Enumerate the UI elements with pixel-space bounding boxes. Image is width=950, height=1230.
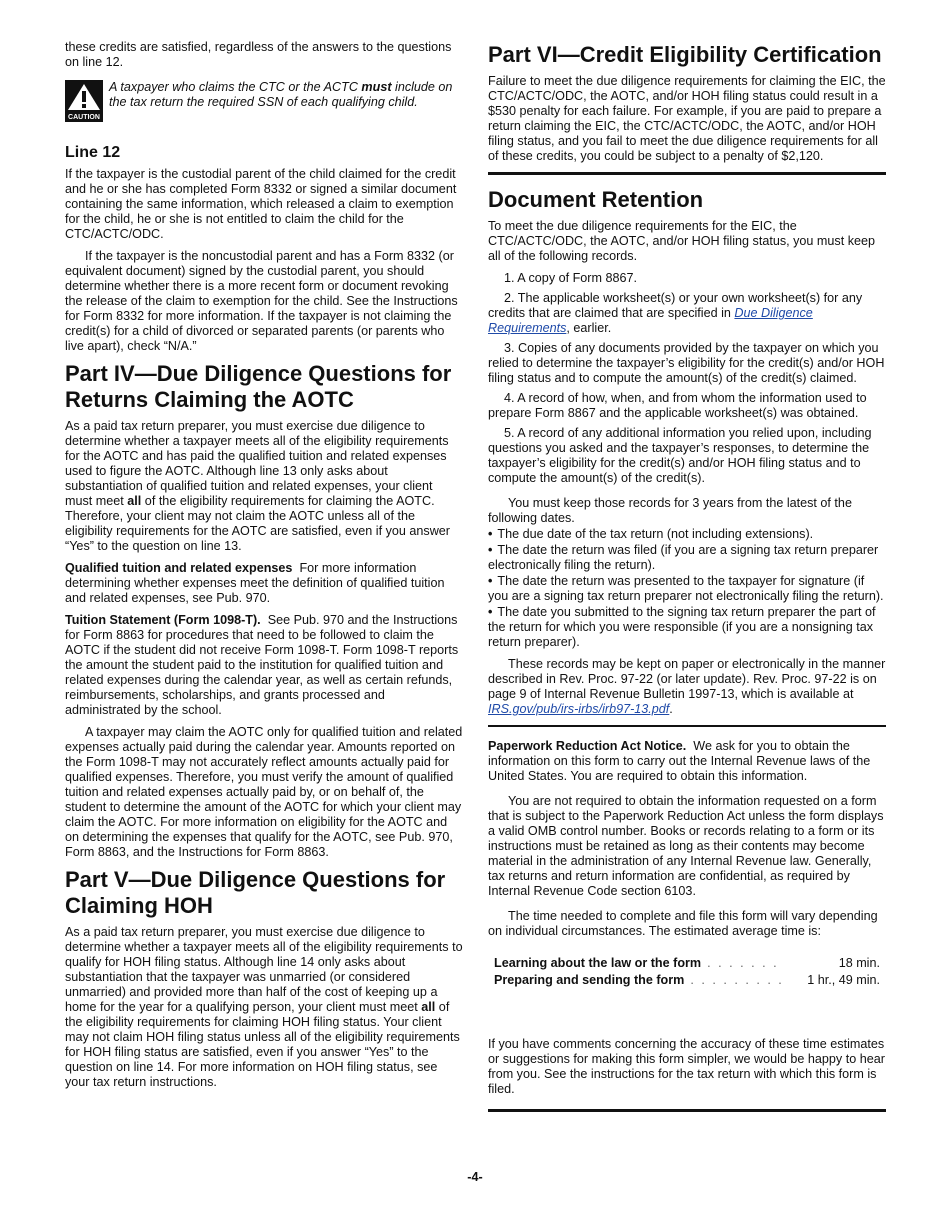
- page-number: -4-: [467, 1170, 483, 1184]
- line12-heading: Line 12: [65, 144, 121, 161]
- time-value: 1 hr., 49 min.: [807, 973, 880, 987]
- section-divider: [488, 172, 886, 175]
- due-diligence-link[interactable]: Due Diligence Requirements: [488, 306, 813, 335]
- end-divider: [488, 1109, 886, 1112]
- part4-paragraph: As a paid tax return preparer, you must exercise due diligence to determine whether a taxpayer meets all of the eligibility requirements for the AOTC and has paid the qualified tuition and related expenses used to figure the AOTC. Although line 13 only asks about substantiation of qualified tuition and related expenses, your client must meet all of the eligibility requirements for claiming the AOTC. Therefore, your client may not claim the AOTC unless all of the eligibility requirements for the AOTC are satisfied, even if you answer “Yes” to the question on line 13.: [65, 419, 450, 553]
- retention-item-5: 5. A record of any additional information you relied upon, including questions you asked and the taxpayer’s responses, to determine the taxpayer’s eligibility for the credit(s) and/or HOH filing status and to compute the amount(s) of the credit(s).: [488, 426, 872, 485]
- records-paragraph: These records may be kept on paper or electronically in the manner described in Rev. Proc. 97-22 (or later update). Rev. Proc. 97-22 is on page 9 of Internal Revenue Bulletin 1997-13, which is available at IRS.gov/pub/irs-irbs/irb97-13.pdf.: [488, 657, 886, 716]
- aotc-paragraph: A taxpayer may claim the AOTC only for qualified tuition and related expenses actually paid during the calendar year. Amounts reported on the Form 1098-T may not accurately reflect amounts actually paid for qualified expenses. Therefore, you must verify the amount of qualified tuition and related expenses actually paid by, or on behalf of, the student to determine the amount of the AOTC for which your client may claim the AOTC. For more information on eligibility for the AOTC and on determining the expenses that qualify for the AOTC, see Pub. 970, Form 8863, and the Instructions for Form 8863.: [65, 725, 463, 859]
- time-value: 18 min.: [838, 956, 880, 970]
- right-column: [488, 40, 886, 1124]
- line12-paragraph-2: If the taxpayer is the noncustodial parent and has a Form 8332 (or equivalent document) signed by the custodial parent, you should determine whether there is a more recent form or document revoking the release of the claim to exemption for the child. See the Instructions for Form 8332 for more information. If the taxpayer is not claiming the credit(s) for a child of divorced or separated parents (or parents who live apart), check “N/A.”: [65, 249, 458, 353]
- part4-heading: Part IV—Due Diligence Questions for Returns Claiming the AOTC: [65, 361, 452, 412]
- caution-text: A taxpayer who claims the CTC or the ACTC must include on the tax return the required SSN of each qualifying child.: [109, 80, 453, 109]
- time-label: Preparing and sending the form: [494, 973, 685, 987]
- part5-paragraph: As a paid tax return preparer, you must exercise due diligence to determine whether a taxpayer meets all of the eligibility requirements to qualify for HOH filing status. Although line 14 only asks about substantiation that the taxpayer was unmarried (or considered unmarried) and provided more than half of the cost of keeping up a home for the year for a qualifying person, your client must meet all of the eligibility requirements for claiming HOH filing status. Your client may not claim HOH filing status unless all of the eligibility requirements for HOH filing status are satisfied, even if you answer “Yes” to the question on line 14. For more information on HOH filing status, see your tax return instructions.: [65, 925, 463, 1089]
- omb-paragraph: You are not required to obtain the information requested on a form that is subject to the Paperwork Reduction Act unless the form displays a valid OMB control number. Books or records relating to a form or its instructions must be retained as long as their contents may become material in the administration of any Internal Revenue law. Generally, tax returns and return information are confidential, as required by Internal Revenue Code section 6103.: [488, 794, 884, 898]
- list-item: • The date you submitted to the signing tax return preparer the part of the return for which you were responsible (if you are a nonsigning tax return preparer).: [488, 605, 886, 650]
- retention-item-4: 4. A record of how, when, and from whom the information used to prepare Form 8867 and the applicable worksheet(s) was obtained.: [488, 391, 867, 420]
- line12-paragraph-1: If the taxpayer is the custodial parent of the child claimed for the credit and he or she has completed Form 8332 or signed a similar document containing the same information, which released a claim to exemption for the child, he or she is not entitled to claim the child for the CTC/ACTC/ODC.: [65, 167, 457, 241]
- intro-text: these credits are satisfied, regardless of the answers to the questions on line 12.: [65, 40, 452, 69]
- document-retention-heading: Document Retention: [488, 187, 704, 212]
- left-column: [65, 40, 463, 1097]
- part6-heading: Part VI—Credit Eligibility Certification: [488, 42, 882, 67]
- time-estimate-table: [494, 955, 880, 989]
- comments-paragraph: If you have comments concerning the accuracy of these time estimates or suggestions for making this form simpler, we would be happy to hear from you. See the instructions for the tax return with which this form is filed.: [488, 1037, 885, 1096]
- retention-item-3: 3. Copies of any documents provided by the taxpayer on which you relied to determine the taxpayer’s eligibility for the credit(s) and/or HOH filing status and to compute the amount(s) of the credit(s) claimed.: [488, 341, 885, 385]
- caution-box: [65, 80, 463, 127]
- list-item: • The date the return was filed (if you are a signing tax return preparer electronically filing the return).: [488, 543, 886, 573]
- retention-item-1: 1. A copy of Form 8867.: [504, 271, 638, 285]
- tuition-statement-paragraph: Tuition Statement (Form 1098-T). See Pub. 970 and the Instructions for Form 8863 for procedures that need to be followed to claim the AOTC if the student did not receive Form 1098-T. Form 1098-T reports the amount the student paid to the institution for qualified tuition and related expenses during the calendar year, as well as certain refunds, reimbursements, scholarships, and grants processed and administrated by the school.: [65, 613, 459, 717]
- document-retention-paragraph: To meet the due diligence requirements for the EIC, the CTC/ACTC/ODC, the AOTC, and/or HOH filing status, you must keep all of the following records.: [488, 219, 876, 263]
- time-label: Learning about the law or the form: [494, 956, 702, 970]
- caution-icon: [65, 80, 103, 127]
- caution-label: CAUTION: [68, 114, 100, 121]
- list-item: • The date the return was presented to the taxpayer for signature (if you are a signing tax return preparer not electronically filing the return).: [488, 574, 886, 604]
- dates-list: [488, 527, 886, 650]
- paperwork-notice-paragraph: Paperwork Reduction Act Notice. We ask for you to obtain the information on this form to carry out the Internal Revenue laws of the United States. You are required to obtain this information.: [488, 739, 871, 783]
- keep-records-paragraph: You must keep those records for 3 years from the latest of the following dates.: [488, 496, 852, 525]
- table-row: Learning about the law or the form . . . . . . . 18 min.: [494, 956, 880, 970]
- part6-paragraph: Failure to meet the due diligence requirements for claiming the EIC, the CTC/ACTC/ODC, the AOTC, and/or HOH filing status could result in a $530 penalty for each failure. For example, if you are paid to prepare a return claiming the EIC, the CTC/ACTC/ODC, the AOTC, and/or HOH filing status, and you fail to meet the due diligence requirements for all of these credits, you could be subject to a penalty of $2,120.: [488, 74, 886, 163]
- list-item: • The due date of the tax return (not including extensions).: [488, 527, 886, 542]
- time-estimate-paragraph: The time needed to complete and file this form will vary depending on individual circumstances. The estimated average time is:: [488, 909, 878, 938]
- section-divider: [488, 725, 886, 727]
- part5-heading: Part V—Due Diligence Questions for Claiming HOH: [65, 867, 446, 918]
- irb-link[interactable]: IRS.gov/pub/irs-irbs/irb97-13.pdf: [488, 702, 670, 716]
- qualified-tuition-paragraph: Qualified tuition and related expenses For more information determining whether expenses meet the definition of qualified tuition and related expenses, see Pub. 970.: [65, 561, 445, 605]
- retention-item-2: 2. The applicable worksheet(s) or your own worksheet(s) for any credits that are claimed that are specified in Due Diligence Requirements, earlier.: [488, 291, 863, 335]
- table-row: Preparing and sending the form . . . . . . . . . 1 hr., 49 min.: [494, 973, 880, 987]
